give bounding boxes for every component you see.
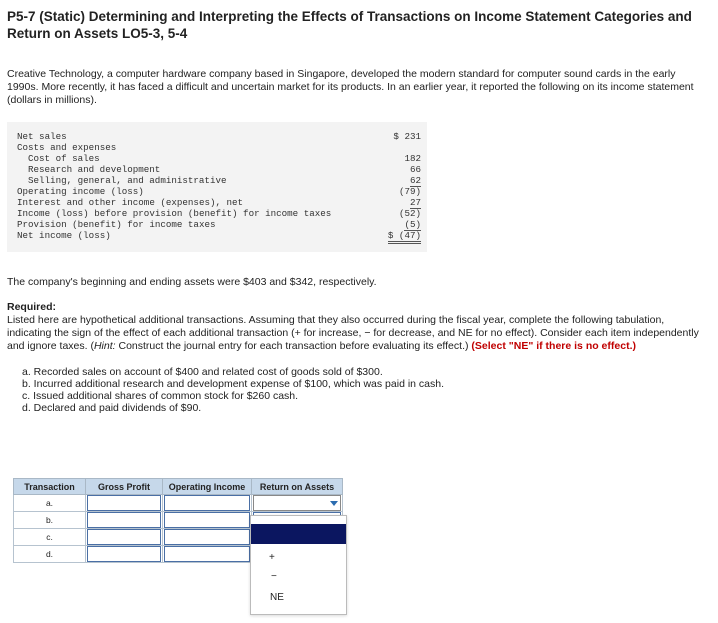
intro-paragraph: Creative Technology, a computer hardware company based in Singapore, developed the modern standard for computer sound cards in the early 1990s. More recently, it has faced a difficult and uncertain market for its products. In an earlier year, it reported the following on its income statement (dollars in millions).: [7, 68, 694, 106]
rd-value: 66: [409, 164, 421, 175]
pretax-value: (52): [398, 208, 421, 219]
col-operating-income: Operating Income: [163, 479, 252, 495]
income-statement: [7, 122, 427, 252]
effect-dropdown-menu[interactable]: [250, 515, 347, 615]
problem-title: P5-7 (Static) Determining and Interpreting the Effects of Transactions on Income Statement Categories and Return on Assets LO5-3, 5-4: [7, 9, 692, 41]
required-heading: Required:: [7, 301, 57, 313]
net-income-value: $ (47): [388, 230, 421, 244]
gross-profit-select[interactable]: [86, 546, 163, 563]
dropdown-option-plus[interactable]: +: [269, 552, 275, 563]
col-gross-profit: Gross Profit: [86, 479, 163, 495]
opinc-label: Operating income (loss): [17, 186, 144, 197]
sga-label: Selling, general, and administrative: [28, 175, 227, 186]
assets-text: The company's beginning and ending assets were $403 and $342, respectively.: [7, 276, 377, 288]
transaction-item: d. Declared and paid dividends of $90.: [22, 402, 202, 414]
col-return-on-assets: Return on Assets: [252, 479, 343, 495]
gross-profit-select[interactable]: [86, 512, 163, 529]
cogs-value: 182: [404, 153, 421, 164]
operating-income-select[interactable]: [163, 512, 252, 529]
net-sales-label: Net sales: [17, 131, 67, 142]
hint-label: Hint:: [93, 340, 116, 352]
net-income-label: Net income (loss): [17, 230, 111, 241]
net-sales-value: $ 231: [393, 131, 421, 142]
row-label: a.: [14, 495, 86, 512]
select-note: (Select "NE" if there is no effect.): [471, 340, 636, 352]
provision-label: Provision (benefit) for income taxes: [17, 219, 216, 230]
provision-value: (5): [404, 219, 421, 230]
transaction-item: a. Recorded sales on account of $400 and related cost of goods sold of $300.: [22, 366, 383, 378]
chevron-down-icon[interactable]: [330, 501, 338, 506]
pretax-label: Income (loss) before provision (benefit) for income taxes: [17, 208, 332, 219]
table-row: [14, 495, 343, 512]
transaction-item: b. Incurred additional research and development expense of $100, which was paid in cash.: [22, 378, 445, 390]
dropdown-option-minus[interactable]: −: [271, 571, 277, 582]
row-label: c.: [14, 529, 86, 546]
transactions-list: [22, 366, 444, 414]
dropdown-option-blank[interactable]: [251, 524, 346, 544]
dropdown-option-ne[interactable]: NE: [270, 592, 284, 603]
required-text: Listed here are hypothetical additional transactions. Assuming that they also occurred during the fiscal year, complete the following tabulation, indicating the sign of the effect of each additional transaction (+ for increase, − for decrease, and NE for no effect). Consider each item independently and ignore taxes. (Hint: Construct the journal entry for each transaction before evaluating its effect.) (Select "NE" if there is no effect.): [7, 314, 699, 352]
rd-label: Research and development: [28, 164, 161, 175]
operating-income-select[interactable]: [163, 529, 252, 546]
operating-income-select[interactable]: [163, 546, 252, 563]
operating-income-select[interactable]: [163, 495, 252, 512]
sga-value: 62: [409, 175, 421, 186]
row-label: d.: [14, 546, 86, 563]
roa-select[interactable]: [252, 495, 343, 512]
col-transaction: Transaction: [14, 479, 86, 495]
row-label: b.: [14, 512, 86, 529]
interest-label: Interest and other income (expenses), net: [17, 197, 244, 208]
interest-value: 27: [409, 197, 421, 208]
transaction-item: c. Issued additional shares of common stock for $260 cash.: [22, 390, 299, 402]
costs-label: Costs and expenses: [17, 142, 117, 153]
opinc-value: (79): [398, 186, 421, 197]
cogs-label: Cost of sales: [28, 153, 100, 164]
gross-profit-select[interactable]: [86, 529, 163, 546]
gross-profit-select[interactable]: [86, 495, 163, 512]
